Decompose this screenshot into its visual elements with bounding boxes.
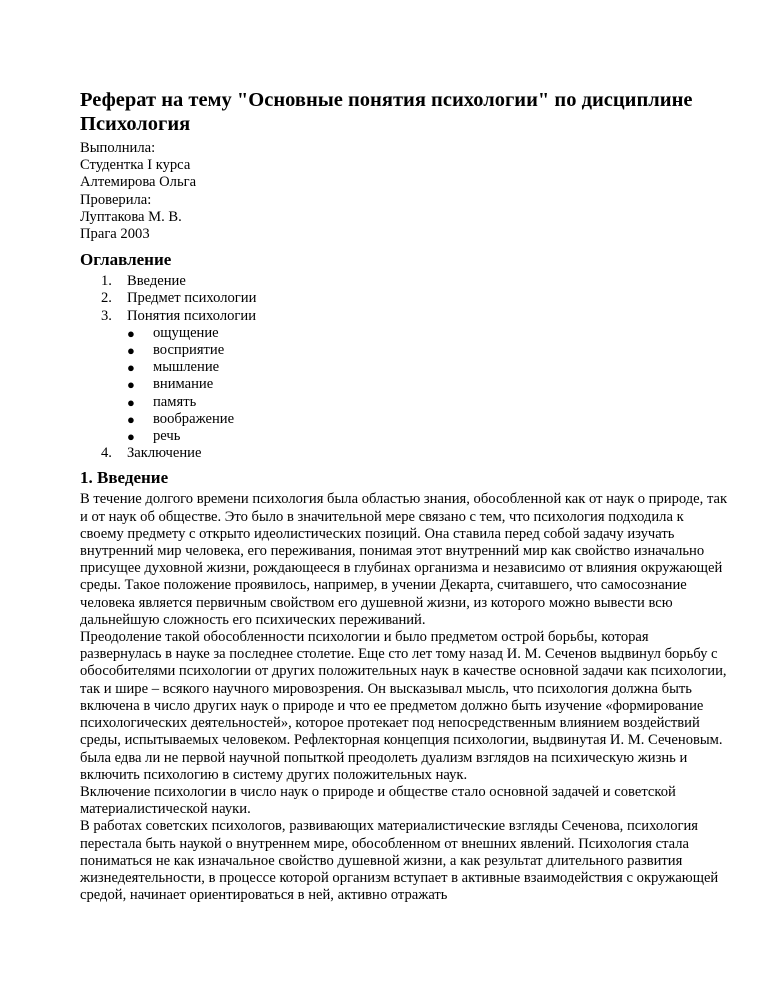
meta-line: Студентка I курса bbox=[80, 157, 191, 174]
bullet-icon: ● bbox=[127, 429, 135, 445]
table-of-contents bbox=[80, 273, 728, 462]
document-title: Реферат на тему "Основные понятия психологии" по дисциплине Психология bbox=[80, 89, 693, 135]
bullet-icon: ● bbox=[127, 394, 135, 410]
meta-line: Алтемирова Ольга bbox=[80, 174, 197, 191]
toc-subitem bbox=[127, 342, 728, 359]
toc-subitem-label: мышление bbox=[153, 359, 220, 376]
section-heading: 1. Введение bbox=[80, 468, 169, 488]
bullet-icon: ● bbox=[127, 325, 135, 341]
bullet-icon: ● bbox=[127, 411, 135, 427]
toc-subitem bbox=[127, 359, 728, 376]
toc-subitem-label: внимание bbox=[153, 376, 214, 393]
toc-subitem-label: воображение bbox=[153, 410, 235, 427]
toc-item-label: Понятия психологии bbox=[127, 307, 257, 324]
meta-line: Выполнила: bbox=[80, 140, 156, 156]
toc-subitem bbox=[127, 428, 728, 445]
toc-subitem-label: память bbox=[153, 393, 197, 410]
bullet-icon: ● bbox=[127, 377, 135, 393]
body-paragraph: В течение долгого времени психология была областью знания, обособленной как от наук о природе, так и от наук об обществе. Это было в значительной мере связано с тем, что психология подходила к своему предмету с открыто идеолистических позиций. Она ставила перед собой задачу изучать внутренний мир человека, его переживания, понимая этот внутренний мир как свойство изначально присущее духовной жизни, рождающееся в глубинах организма и независимо от влияния окружающей среды. Такое положение проявилось, например, в учении Декарта, считавшего, что самосознание человека является первичным свойством его душевной жизни, из которого можно вывести всю дальнейшую сложность его психических переживаний. bbox=[80, 491, 728, 628]
toc-item-number: 4. bbox=[101, 445, 112, 462]
toc-sublist bbox=[80, 325, 728, 445]
toc-item-label: Предмет психологии bbox=[127, 290, 257, 307]
toc-item bbox=[80, 308, 728, 325]
toc-item bbox=[80, 290, 728, 307]
toc-subitem-label: ощущение bbox=[153, 324, 219, 341]
meta-line: Проверила: bbox=[80, 191, 152, 208]
toc-subitem bbox=[127, 411, 728, 428]
meta-line: Луптакова М. В. bbox=[80, 208, 182, 225]
toc-item-label: Заключение bbox=[127, 445, 202, 462]
author-info bbox=[80, 140, 728, 243]
toc-subitem bbox=[127, 325, 728, 342]
bullet-icon: ● bbox=[127, 343, 135, 359]
body-paragraph: Преодоление такой обособленности психологии и было предметом острой борьбы, которая развернулась в науке за последнее столетие. Еще сто лет тому назад И. М. Сеченов выдвинул борьбу с обособителями психологии от других положительных наук в качестве основной задачи как психологии, так и шире – всякого научного мировозрения. Он высказывал мысль, что психология должна быть включена в число других наук о природе и что ее предметом должно быть изучение «формирование психологических деятельностей», которое протекает под непосредственным влиянием воздействий среды, испытываемых человеком. Рефлекторная концепция психологии, выдвинутая И. М. Сеченовым. была едва ли не первой научной попыткой преодолеть дуализм взглядов на психическую жизнь и включить психологию в систему других положительных наук. bbox=[80, 629, 727, 783]
toc-subitem-label: речь bbox=[153, 428, 181, 445]
body-paragraph: В работах советских психологов, развивающих материалистические взгляды Сеченова, психология перестала быть наукой о внутреннем мире, обособленном от внешних явлений. Психология стала пониматься не как изначальное свойство душевной жизни, а как результат длительного развития жизнедеятельности, в процессе которой организм вступает в активные взаимодействия с окружающей средой, начинает ориентироваться в ней, активно отражать bbox=[80, 818, 719, 904]
body-paragraph: Включение психологии в число наук о природе и обществе стало основной задачей и советской материалистической науки. bbox=[80, 783, 676, 818]
meta-line: Прага 2003 bbox=[80, 226, 150, 243]
bullet-icon: ● bbox=[127, 360, 135, 376]
toc-item-number: 1. bbox=[101, 273, 112, 290]
toc-heading: Оглавление bbox=[80, 250, 172, 270]
toc-subitems bbox=[80, 325, 728, 445]
toc-subitem bbox=[127, 394, 728, 411]
toc-item bbox=[80, 273, 728, 290]
toc-item-number: 3. bbox=[101, 307, 112, 324]
toc-subitem bbox=[127, 376, 728, 393]
toc-subitem-label: восприятие bbox=[153, 342, 225, 359]
toc-item-label: Введение bbox=[127, 273, 186, 290]
toc-item-number: 2. bbox=[101, 290, 112, 307]
toc-item bbox=[80, 445, 728, 462]
